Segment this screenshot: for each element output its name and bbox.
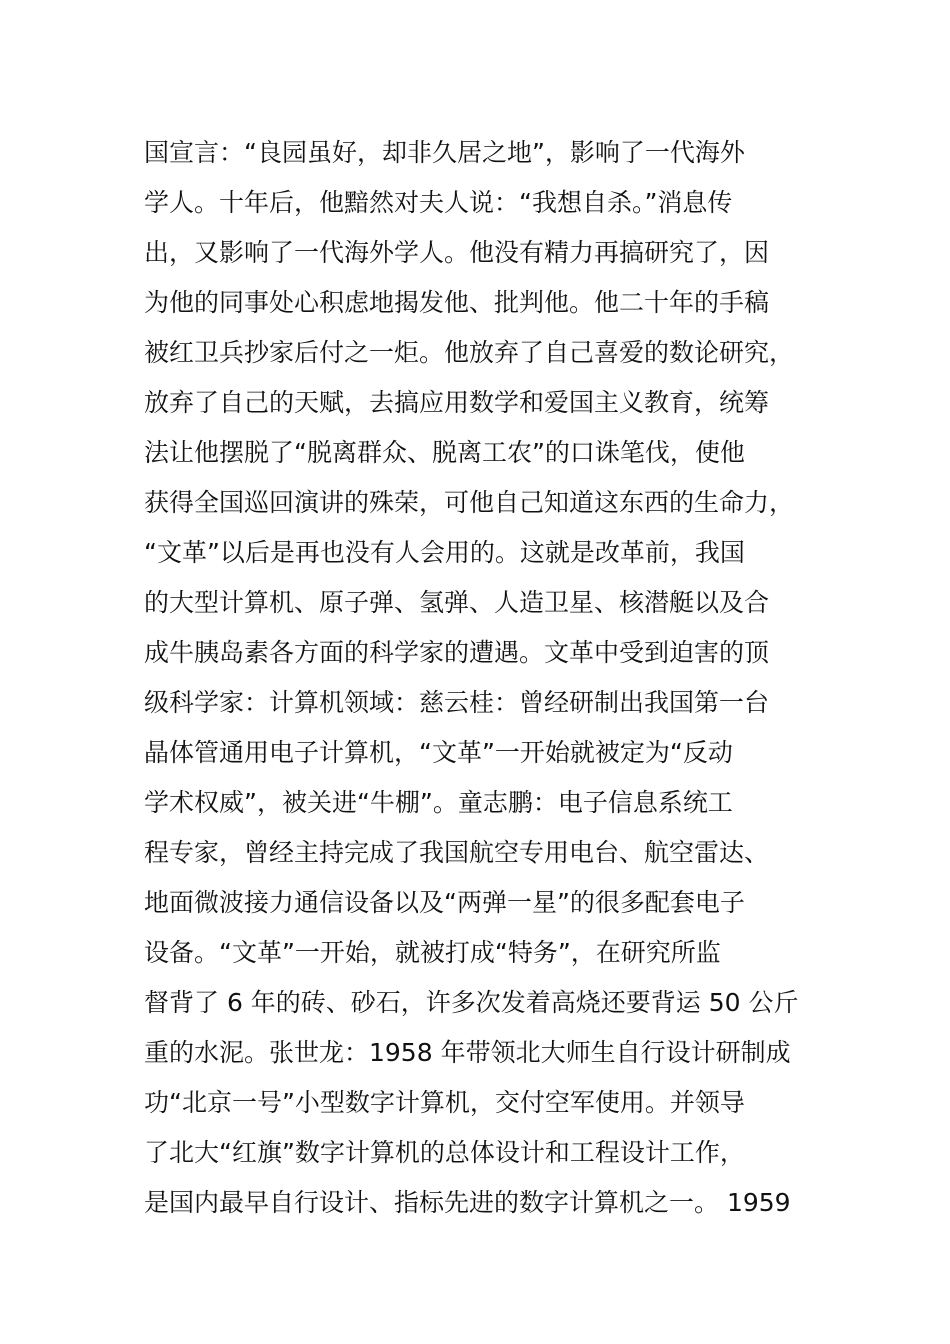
text-line: 放弃了自己的天赋，去搞应用数学和爱国主义教育，统筹 — [144, 388, 770, 417]
text-line: 法让他摆脱了“脱离群众、脱离工农”的口诛笔伐，使他 — [144, 438, 745, 467]
text-line: 国宣言：“良园虽好，却非久居之地”，影响了一代海外 — [144, 138, 745, 167]
text-line: 设备。“文革”一开始，就被打成“特务”，在研究所监 — [144, 938, 721, 967]
text-line: 为他的同事处心积虑地揭发他、批判他。他二十年的手稿 — [144, 288, 770, 317]
text-line: 是国内最早自行设计、指标先进的数字计算机之一。 1959 — [144, 1188, 791, 1217]
body-text — [144, 128, 824, 1228]
text-line: 出，又影响了一代海外学人。他没有精力再搞研究了，因 — [144, 238, 770, 267]
text-line: 级科学家：计算机领域：慈云桂：曾经研制出我国第一台 — [144, 688, 770, 717]
text-line: 学人。十年后，他黯然对夫人说：“我想自杀。”消息传 — [144, 188, 733, 217]
text-line: 获得全国巡回演讲的殊荣，可他自己知道这东西的生命力， — [144, 488, 795, 517]
text-line: 地面微波接力通信设备以及“两弹一星”的很多配套电子 — [144, 888, 745, 917]
text-line: 了北大“红旗”数字计算机的总体设计和工程设计工作， — [144, 1138, 745, 1167]
text-line: 的大型计算机、原子弹、氢弹、人造卫星、核潜艇以及合 — [144, 588, 770, 617]
text-line: 督背了 6 年的砖、砂石，许多次发着高烧还要背运 50 公斤 — [144, 988, 799, 1017]
text-line: 重的水泥。张世龙：1958 年带领北大师生自行设计研制成 — [144, 1038, 791, 1067]
text-line: 成牛胰岛素各方面的科学家的遭遇。文革中受到迫害的顶 — [144, 638, 770, 667]
text-line: 程专家，曾经主持完成了我国航空专用电台、航空雷达、 — [144, 838, 770, 867]
text-line: 晶体管通用电子计算机，“文革”一开始就被定为“反动 — [144, 738, 733, 767]
text-line: 学术权威”，被关进“牛棚”。童志鹏：电子信息系统工 — [144, 788, 733, 817]
text-line: 功“北京一号”小型数字计算机，交付空军使用。并领导 — [144, 1088, 745, 1117]
text-line: 被红卫兵抄家后付之一炬。他放弃了自己喜爱的数论研究， — [144, 338, 795, 367]
text-line: “文革”以后是再也没有人会用的。这就是改革前，我国 — [144, 538, 745, 567]
